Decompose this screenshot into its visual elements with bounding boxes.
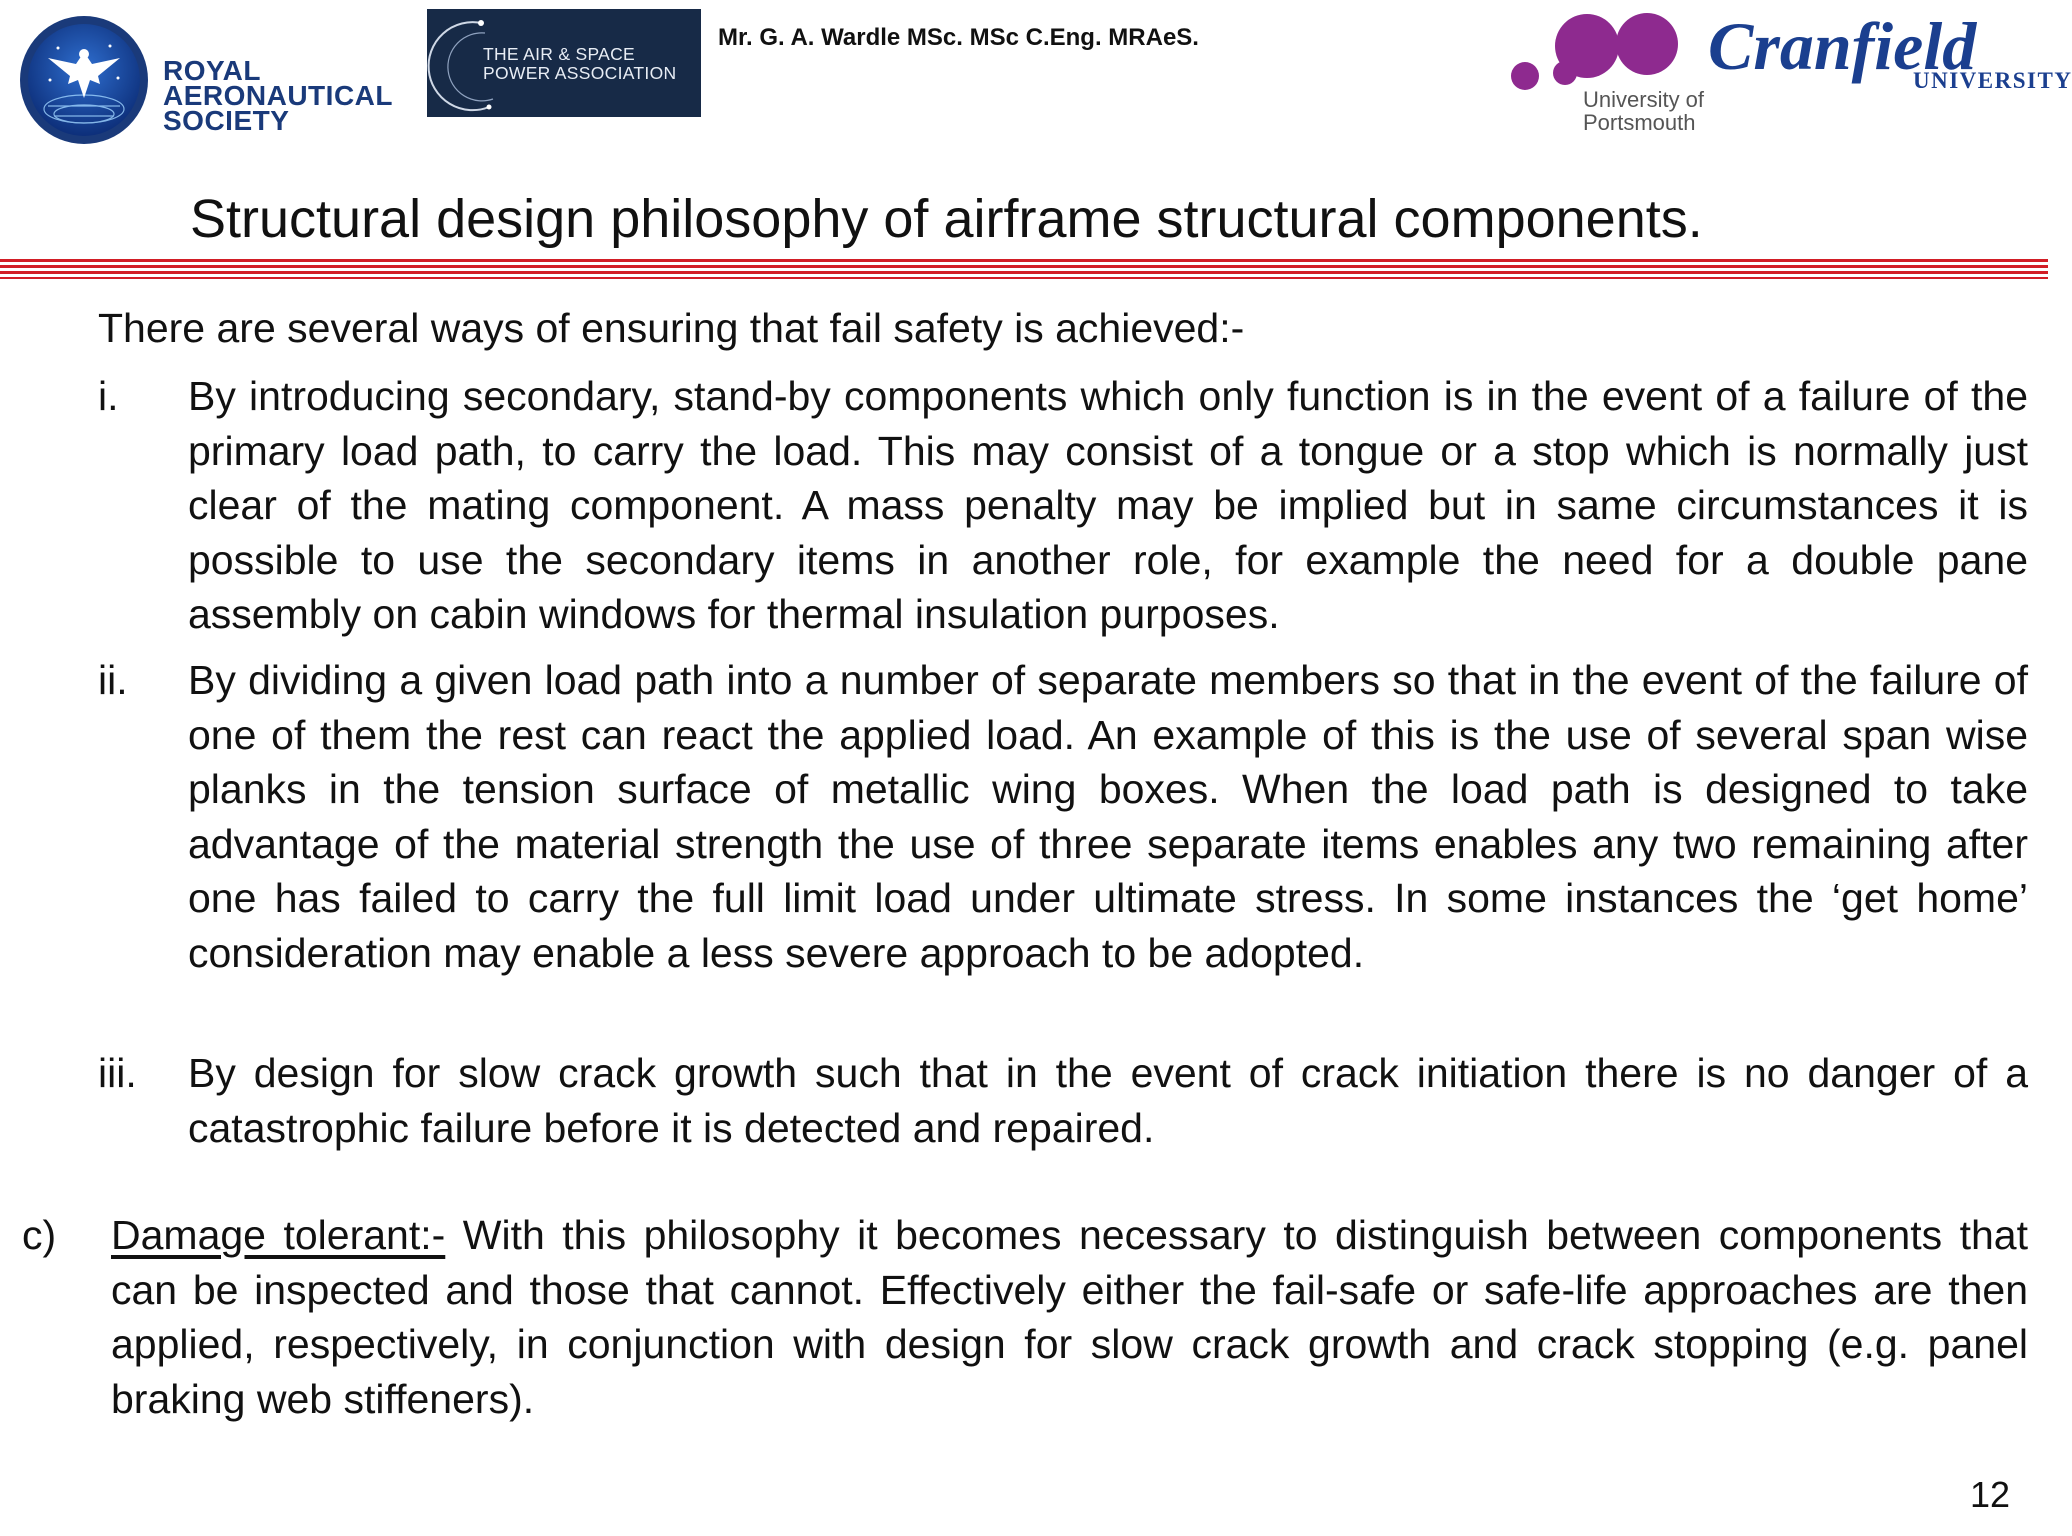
intro-text: There are several ways of ensuring that fail safety is achieved:- [98, 305, 1245, 351]
ras-logo [18, 14, 398, 146]
aspa-logo-line2: POWER ASSOCIATION [483, 63, 677, 83]
cranfield-wordmark: Cranfield [1708, 8, 1977, 84]
cranfield-subtitle: UNIVERSITY [1913, 68, 2072, 93]
section-c-heading: Damage tolerant:- [111, 1212, 446, 1258]
list-item-text: By design for slow crack growth such that in the event of crack initiation there is no danger of a catastrophic failure before it is detected and repaired. [188, 1050, 2028, 1151]
portsmouth-logo-line1: University of [1583, 87, 1705, 112]
ras-logo-line3: SOCIETY [163, 105, 290, 136]
aspa-logo-line1: THE AIR & SPACE [483, 44, 635, 64]
list-marker: i. [98, 373, 119, 419]
purple-dots-icon [1505, 8, 1715, 88]
section-c-body: With this philosophy it becomes necessary to distinguish between components that can be inspected and those that cannot. Effectively either the fail-safe or safe-life approaches are then applied, respectively, in conjunction with design for slow crack growth and crack stopping (e.g. panel braking web stiffeners). [111, 1212, 2028, 1422]
list-item-text: By dividing a given load path into a number of separate members so that in the event of the failure of one of them the rest can react the applied load. An example of this is the use of several span wise planks in the tension surface of metallic wing boxes. When the load path is designed to take advantage of the material strength the use of three separate items enables any two remaining after one has failed to carry the full limit load under ultimate stress. In some instances the ‘get home’ consideration may enable a less severe approach to be adopted. [188, 657, 2028, 976]
page-number: 12 [1969, 1474, 2010, 1515]
ras-logo-line2: AERONAUTICAL [163, 80, 393, 111]
slide-title: Structural design philosophy of airframe structural components. [190, 189, 1703, 249]
portsmouth-logo [1505, 8, 1715, 133]
aspa-logo [427, 9, 701, 117]
section-c-text [111, 1208, 2028, 1426]
cranfield-logo [1708, 6, 2072, 96]
list-marker: iii. [98, 1050, 137, 1096]
list-marker: ii. [98, 657, 128, 703]
eagle-globe-emblem-icon [18, 14, 150, 146]
ras-logo-line1: ROYAL [163, 55, 261, 86]
list-item-text: By introducing secondary, stand-by components which only function is in the event of a failure of the primary load path, to carry the load. This may consist of a tongue or a stop which is normally just clear of the mating component. A mass penalty may be implied but in same circumstances it is possible to use the secondary items in another role, for example the need for a double pane assembly on cabin windows for thermal insulation purposes. [188, 373, 2028, 637]
portsmouth-logo-line2: Portsmouth [1583, 110, 1696, 135]
section-marker: c) [22, 1212, 57, 1258]
author-credit: Mr. G. A. Wardle MSc. MSc C.Eng. MRAeS. [718, 24, 1199, 51]
